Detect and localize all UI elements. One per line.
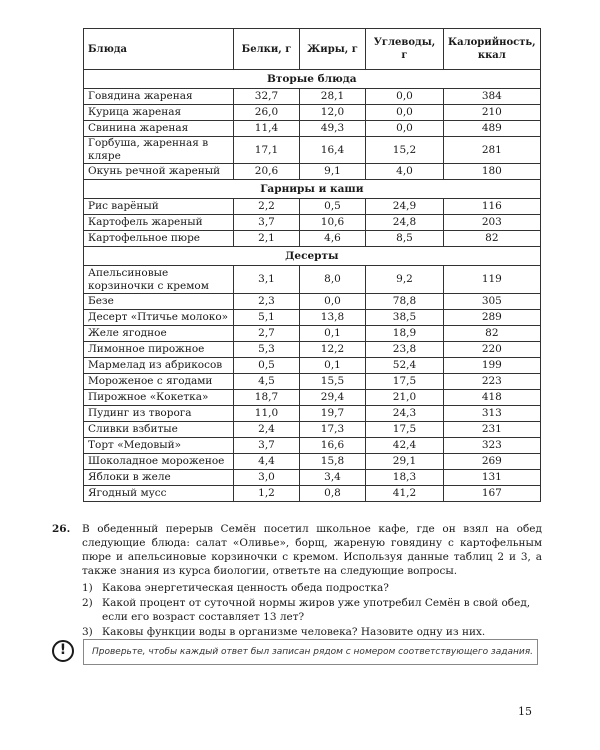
table-row — [84, 374, 541, 390]
calories-cell: 305 — [444, 294, 541, 310]
table-row — [84, 470, 541, 486]
dish-name-cell: Картофель жареный — [84, 215, 234, 231]
question-item — [82, 581, 542, 595]
carbs-cell: 21,0 — [366, 390, 444, 406]
carbs-cell: 18,9 — [366, 326, 444, 342]
question-text: Какова энергетическая ценность обеда подростка? — [102, 582, 389, 594]
protein-cell: 5,3 — [234, 342, 300, 358]
header-calories: Калорийность, ккал — [444, 29, 541, 70]
dish-name-cell: Ягодный мусс — [84, 486, 234, 502]
table-row — [84, 199, 541, 215]
dish-name-cell: Пудинг из творога — [84, 406, 234, 422]
dish-name-cell: Безе — [84, 294, 234, 310]
calories-cell: 167 — [444, 486, 541, 502]
question-item — [82, 625, 542, 639]
fat-cell: 29,4 — [300, 390, 366, 406]
protein-cell: 20,6 — [234, 164, 300, 180]
carbs-cell: 23,8 — [366, 342, 444, 358]
question-number: 2) — [82, 597, 93, 609]
dish-name-cell: Окунь речной жареный — [84, 164, 234, 180]
protein-cell: 5,1 — [234, 310, 300, 326]
carbs-cell: 41,2 — [366, 486, 444, 502]
carbs-cell: 78,8 — [366, 294, 444, 310]
fat-cell: 4,6 — [300, 231, 366, 247]
carbs-cell: 0,0 — [366, 121, 444, 137]
carbs-cell: 0,0 — [366, 89, 444, 105]
protein-cell: 26,0 — [234, 105, 300, 121]
calories-cell: 313 — [444, 406, 541, 422]
table-row — [84, 294, 541, 310]
table-row — [84, 121, 541, 137]
fat-cell: 9,1 — [300, 164, 366, 180]
nutrition-table — [83, 28, 541, 502]
carbs-cell: 24,8 — [366, 215, 444, 231]
carbs-cell: 4,0 — [366, 164, 444, 180]
protein-cell: 2,7 — [234, 326, 300, 342]
carbs-cell: 15,2 — [366, 137, 444, 164]
carbs-cell: 24,3 — [366, 406, 444, 422]
dish-name-cell: Рис варёный — [84, 199, 234, 215]
carbs-cell: 17,5 — [366, 374, 444, 390]
calories-cell: 119 — [444, 266, 541, 294]
calories-cell: 131 — [444, 470, 541, 486]
table-header-row — [84, 29, 541, 70]
calories-cell: 82 — [444, 231, 541, 247]
calories-cell: 323 — [444, 438, 541, 454]
fat-cell: 17,3 — [300, 422, 366, 438]
table-row — [84, 390, 541, 406]
protein-cell: 3,0 — [234, 470, 300, 486]
carbs-cell: 17,5 — [366, 422, 444, 438]
notice-box — [83, 639, 538, 665]
question-item — [82, 596, 542, 624]
carbs-cell: 42,4 — [366, 438, 444, 454]
table-row — [84, 326, 541, 342]
calories-cell: 281 — [444, 137, 541, 164]
protein-cell: 11,0 — [234, 406, 300, 422]
protein-cell: 3,7 — [234, 438, 300, 454]
fat-cell: 12,2 — [300, 342, 366, 358]
dish-name-cell: Торт «Медовый» — [84, 438, 234, 454]
carbs-cell: 38,5 — [366, 310, 444, 326]
header-protein: Белки, г — [234, 29, 300, 70]
carbs-cell: 18,3 — [366, 470, 444, 486]
table-row — [84, 105, 541, 121]
dish-name-cell: Шоколадное мороженое — [84, 454, 234, 470]
table-body — [84, 70, 541, 502]
section-header-row — [84, 247, 541, 266]
section-title: Десерты — [84, 247, 541, 266]
fat-cell: 0,0 — [300, 294, 366, 310]
protein-cell: 2,4 — [234, 422, 300, 438]
question-number: 1) — [82, 582, 93, 594]
task-number: 26. — [52, 523, 71, 535]
table-row — [84, 454, 541, 470]
fat-cell: 10,6 — [300, 215, 366, 231]
protein-cell: 18,7 — [234, 390, 300, 406]
carbs-cell: 24,9 — [366, 199, 444, 215]
calories-cell: 199 — [444, 358, 541, 374]
protein-cell: 4,5 — [234, 374, 300, 390]
fat-cell: 13,8 — [300, 310, 366, 326]
protein-cell: 1,2 — [234, 486, 300, 502]
fat-cell: 19,7 — [300, 406, 366, 422]
task-text: В обеденный перерыв Семён посетил школьное кафе, где он взял на обед следующие блюда: салат «Оливье», борщ, жареную говядину с картофельным пюре и апельсиновые корзиночки с кремом. Используя данные таблиц 2 и 3, а также знания из курса биологии, ответьте на следующие вопросы. — [82, 523, 542, 577]
task-26 — [52, 522, 542, 640]
protein-cell: 0,5 — [234, 358, 300, 374]
dish-name-cell: Картофельное пюре — [84, 231, 234, 247]
table-row — [84, 310, 541, 326]
table-row — [84, 438, 541, 454]
exclamation-circle-icon: ! — [52, 640, 74, 662]
calories-cell: 180 — [444, 164, 541, 180]
protein-cell: 3,7 — [234, 215, 300, 231]
dish-name-cell: Десерт «Птичье молоко» — [84, 310, 234, 326]
fat-cell: 16,6 — [300, 438, 366, 454]
dish-name-cell: Апельсиновые корзиночки с кремом — [84, 266, 234, 294]
dish-name-cell: Сливки взбитые — [84, 422, 234, 438]
calories-cell: 231 — [444, 422, 541, 438]
table-row — [84, 422, 541, 438]
section-title: Вторые блюда — [84, 70, 541, 89]
header-dish: Блюда — [84, 29, 234, 70]
protein-cell: 17,1 — [234, 137, 300, 164]
table-row — [84, 231, 541, 247]
fat-cell: 3,4 — [300, 470, 366, 486]
calories-cell: 223 — [444, 374, 541, 390]
protein-cell: 2,2 — [234, 199, 300, 215]
calories-cell: 289 — [444, 310, 541, 326]
calories-cell: 418 — [444, 390, 541, 406]
section-title: Гарниры и каши — [84, 180, 541, 199]
dish-name-cell: Горбуша, жаренная в кляре — [84, 137, 234, 164]
dish-name-cell: Яблоки в желе — [84, 470, 234, 486]
carbs-cell: 0,0 — [366, 105, 444, 121]
table-row — [84, 342, 541, 358]
calories-cell: 116 — [444, 199, 541, 215]
calories-cell: 203 — [444, 215, 541, 231]
table-row — [84, 215, 541, 231]
calories-cell: 269 — [444, 454, 541, 470]
section-header-row — [84, 180, 541, 199]
protein-cell: 11,4 — [234, 121, 300, 137]
section-header-row — [84, 70, 541, 89]
calories-cell: 220 — [444, 342, 541, 358]
table-row — [84, 137, 541, 164]
dish-name-cell: Лимонное пирожное — [84, 342, 234, 358]
fat-cell: 15,5 — [300, 374, 366, 390]
fat-cell: 28,1 — [300, 89, 366, 105]
carbs-cell: 9,2 — [366, 266, 444, 294]
protein-cell: 2,3 — [234, 294, 300, 310]
protein-cell: 2,1 — [234, 231, 300, 247]
table-row — [84, 89, 541, 105]
fat-cell: 8,0 — [300, 266, 366, 294]
calories-cell: 489 — [444, 121, 541, 137]
fat-cell: 12,0 — [300, 105, 366, 121]
table-row — [84, 358, 541, 374]
question-number: 3) — [82, 626, 93, 638]
protein-cell: 32,7 — [234, 89, 300, 105]
fat-cell: 0,5 — [300, 199, 366, 215]
fat-cell: 15,8 — [300, 454, 366, 470]
dish-name-cell: Пирожное «Кокетка» — [84, 390, 234, 406]
question-text: Каковы функции воды в организме человека? Назовите одну из них. — [102, 626, 486, 638]
question-list — [82, 581, 542, 639]
carbs-cell: 8,5 — [366, 231, 444, 247]
dish-name-cell: Курица жареная — [84, 105, 234, 121]
notice-text: Проверьте, чтобы каждый ответ был записан рядом с номером соответствующего задания. — [92, 647, 533, 657]
protein-cell: 4,4 — [234, 454, 300, 470]
dish-name-cell: Мармелад из абрикосов — [84, 358, 234, 374]
carbs-cell: 29,1 — [366, 454, 444, 470]
fat-cell: 0,1 — [300, 326, 366, 342]
fat-cell: 49,3 — [300, 121, 366, 137]
dish-name-cell: Желе ягодное — [84, 326, 234, 342]
table-row — [84, 164, 541, 180]
calories-cell: 384 — [444, 89, 541, 105]
calories-cell: 82 — [444, 326, 541, 342]
fat-cell: 0,8 — [300, 486, 366, 502]
question-text: Какой процент от суточной нормы жиров уже употребил Семён в свой обед, если его возраст составляет 13 лет? — [102, 597, 531, 623]
dish-name-cell: Мороженое с ягодами — [84, 374, 234, 390]
header-carbs: Углеводы, г — [366, 29, 444, 70]
fat-cell: 0,1 — [300, 358, 366, 374]
fat-cell: 16,4 — [300, 137, 366, 164]
table-row — [84, 406, 541, 422]
table-row — [84, 266, 541, 294]
carbs-cell: 52,4 — [366, 358, 444, 374]
table-row — [84, 486, 541, 502]
header-fat: Жиры, г — [300, 29, 366, 70]
dish-name-cell: Говядина жареная — [84, 89, 234, 105]
calories-cell: 210 — [444, 105, 541, 121]
dish-name-cell: Свинина жареная — [84, 121, 234, 137]
page-number: 15 — [518, 705, 532, 718]
protein-cell: 3,1 — [234, 266, 300, 294]
